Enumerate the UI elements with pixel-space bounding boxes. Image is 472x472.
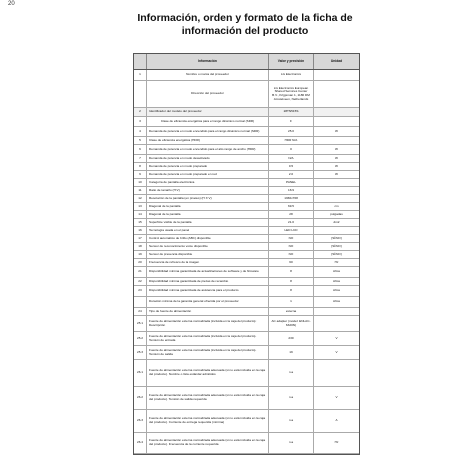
row-value: NO [269, 251, 314, 258]
row-number: 5 [134, 137, 147, 144]
row-description: Demanda de potencia en modo preparado en red [147, 171, 269, 178]
row-description: Fuente de alimentación externa normalizada adecuada (si no está incluida en la caja del producto). Frecuencia de la corriente requerida [147, 433, 269, 453]
row-value: externa [269, 308, 314, 315]
row-unit: [SÍ/NO] [331, 251, 342, 256]
row-unit: dm2 [333, 219, 340, 224]
table-row [134, 243, 359, 251]
row-description: Disponibilidad mínima garantizada de actualizaciones de software y de firmware [147, 267, 269, 277]
row-number: 15 [134, 219, 147, 226]
table-header [134, 54, 359, 70]
row-value: PANEL [269, 179, 314, 186]
row-value: 19 [269, 346, 314, 359]
row-unit: [SÍ/NO] [331, 235, 342, 240]
table-row [134, 387, 359, 410]
row-number: 20 [134, 259, 147, 266]
row-description: Duración mínima de la garantía general ofrecida por el proveedor [147, 297, 269, 307]
table-row [134, 410, 359, 433]
row-value: HDR N/A [269, 137, 314, 144]
product-info-table [133, 53, 360, 455]
header-number [134, 54, 147, 69]
row-description: Disponibilidad mínima garantizada de asistencia para el producto [147, 286, 269, 296]
table-row [134, 346, 359, 360]
row-description: Dirección del proveedor [147, 81, 269, 107]
row-description: Demanda de potencia en modo encendido para el alto rango de ancho (HDR) [147, 145, 269, 154]
row-number [134, 297, 147, 307]
row-description: Identificador del modelo del proveedor [147, 108, 269, 116]
table-row [134, 145, 359, 155]
row-description: Disponibilidad mínima garantizada de piezas de recambio [147, 278, 269, 285]
row-number: 25.3 [134, 346, 147, 359]
row-description: Resolución de la pantalla (en píxeles) (H X V) [147, 195, 269, 202]
row-number [134, 81, 147, 107]
row-number: 13 [134, 203, 147, 210]
row-description: Clase de eficiencia energética para el rango dinámico normal (SDR) [147, 117, 269, 126]
table-row [134, 219, 359, 227]
row-value: 69.5 [269, 203, 314, 210]
row-value: NO [269, 243, 314, 250]
table-row [134, 203, 359, 211]
row-unit: Años [332, 288, 341, 293]
table-row [134, 137, 359, 145]
row-description: Fuente de alimentación externa normalizada (incluida en la caja del producto): Descripción [147, 316, 269, 331]
row-number: 10 [134, 179, 147, 186]
row-value: LED LCD [269, 227, 314, 234]
header-value: Valor y precisión [269, 54, 314, 69]
table-row [134, 171, 359, 179]
row-number: 26.1 [134, 360, 147, 386]
row-unit [314, 195, 359, 202]
row-unit: W [335, 171, 338, 176]
row-number: 4 [134, 127, 147, 136]
header-info: Información [147, 54, 269, 69]
page-title: Información, orden y formato de la ficha de información del producto [137, 12, 353, 37]
row-unit [314, 360, 359, 386]
row-value: 25.0 [269, 127, 314, 136]
row-description: Control automático de brillo (ABC) disponible [147, 235, 269, 242]
row-unit: A [335, 418, 338, 423]
row-unit: W [335, 155, 338, 160]
row-unit: pulgadas [330, 211, 343, 216]
row-value: 16:9 [269, 187, 314, 194]
table-row [134, 81, 359, 108]
row-unit: V [335, 335, 338, 340]
table-row [134, 433, 359, 454]
row-value: 60 [269, 259, 314, 266]
row-value: LG Electronics European Shared Services Center B.V., Krijgsman 1, 1186 DM Amstelveen, Netherlands [269, 81, 314, 107]
row-value: n.a [269, 387, 314, 409]
row-description: Fuente de alimentación externa normalizada adecuada (si no está incluida en la caja del producto). Tensión de salida requerida [147, 387, 269, 409]
row-unit [314, 81, 359, 107]
row-number: 25.2 [134, 332, 147, 345]
row-number: 21 [134, 267, 147, 277]
row-number: 9 [134, 171, 147, 178]
row-unit: V [335, 395, 338, 400]
row-value: 8 [269, 267, 314, 277]
row-number: 25.1 [134, 316, 147, 331]
table-row [134, 278, 359, 286]
row-value: F [269, 117, 314, 126]
row-description: Sensor de presencia disponible [147, 251, 269, 258]
row-unit: Años [332, 269, 341, 274]
row-unit [314, 70, 359, 80]
row-value: 0.5 [269, 163, 314, 170]
table-row [134, 179, 359, 187]
table-row [134, 195, 359, 203]
row-unit [314, 308, 359, 315]
page-number: 20 [8, 1, 15, 7]
row-description: Nombre o marca del proveedor [147, 70, 269, 80]
row-number: 2 [134, 108, 147, 116]
row-unit [314, 179, 359, 186]
row-number: 12 [134, 195, 147, 202]
row-description: Diagonal de la pantalla [147, 211, 269, 218]
row-description: Demanda de potencia en modo encendido para el rango dinámico normal (SDR) [147, 127, 269, 136]
row-description: Diagonal de la pantalla [147, 203, 269, 210]
row-unit [314, 117, 359, 126]
row-value: 230 [269, 332, 314, 345]
table-row [134, 297, 359, 308]
row-value: n.a [269, 410, 314, 432]
row-description: Fuente de alimentación externa normalizada adecuada (si no está incluida en la caja del producto). Nombre o lista estándar admitidos [147, 360, 269, 386]
row-number: 6 [134, 145, 147, 154]
row-number: 26.4 [134, 433, 147, 453]
table-row [134, 251, 359, 259]
row-value: N/A [269, 155, 314, 162]
table-row [134, 127, 359, 137]
row-description: Fuente de alimentación externa normalizada (incluida en la caja del producto). Tensión de salida [147, 346, 269, 359]
row-number: 23 [134, 286, 147, 296]
row-value: n.a [269, 433, 314, 453]
header-unit: Unidad [330, 58, 343, 63]
table-row [134, 286, 359, 297]
table-row [134, 117, 359, 127]
row-unit [314, 227, 359, 234]
row-number: 3 [134, 117, 147, 126]
row-number: 1 [134, 70, 147, 80]
row-unit [314, 108, 359, 116]
row-unit: W [335, 128, 338, 133]
row-unit: [SÍ/NO] [331, 243, 342, 248]
row-description: Categoría de pantalla electrónica [147, 179, 269, 186]
row-value: 1 [269, 297, 314, 307]
row-value: LG Electronics [269, 70, 314, 80]
row-number: 8 [134, 163, 147, 170]
row-value: AC adapter (model: ENLAC-6320N) [269, 316, 314, 331]
row-number: 7 [134, 155, 147, 162]
table-row [134, 267, 359, 278]
row-value: 28TN515S [269, 108, 314, 116]
row-unit [314, 137, 359, 144]
table-row [134, 108, 359, 117]
row-description: Fuente de alimentación externa normalizada (incluida en la caja del producto). Tensión de entrada [147, 332, 269, 345]
row-unit: W [335, 146, 338, 151]
table-row [134, 70, 359, 81]
table-row [134, 332, 359, 346]
row-number: 17 [134, 235, 147, 242]
row-number: 22 [134, 278, 147, 285]
row-value: 2.0 [269, 171, 314, 178]
row-unit [314, 187, 359, 194]
table-row [134, 163, 359, 171]
table-row [134, 155, 359, 163]
table-row [134, 316, 359, 332]
row-number: 11 [134, 187, 147, 194]
row-unit: cm [334, 203, 339, 208]
row-unit: Hz [334, 259, 339, 264]
row-number: 26.3 [134, 410, 147, 432]
row-value: 0 [269, 145, 314, 154]
table-row [134, 187, 359, 195]
row-value: n.a [269, 360, 314, 386]
row-value: 21.0 [269, 219, 314, 226]
row-value: 8 [269, 278, 314, 285]
row-number: 26.2 [134, 387, 147, 409]
row-value: 28 [269, 211, 314, 218]
row-number: 14 [134, 211, 147, 218]
row-description: Frecuencia de refresco de la imagen [147, 259, 269, 266]
row-unit: Años [332, 299, 341, 304]
row-description: Tipo de fuente de alimentación [147, 308, 269, 315]
row-description: Superficie visible de la pantalla [147, 219, 269, 226]
row-unit: W [335, 163, 338, 168]
row-value: NO [269, 235, 314, 242]
table-row [134, 235, 359, 243]
row-number: 19 [134, 251, 147, 258]
row-description: Sensor de reconocimiento voice disponible [147, 243, 269, 250]
row-value: 1366x768 [269, 195, 314, 202]
table-row [134, 227, 359, 235]
row-value: 8 [269, 286, 314, 296]
row-unit: Años [332, 278, 341, 283]
table-row [134, 360, 359, 387]
row-unit: Hz [334, 440, 339, 445]
row-description: Clase de eficiencia energética (HDR) [147, 137, 269, 144]
row-description: Demanda de potencia en modo desactivado [147, 155, 269, 162]
row-number: 24 [134, 308, 147, 315]
row-number: 18 [134, 243, 147, 250]
row-description: Demanda de potencia en modo preparado [147, 163, 269, 170]
row-description: Fuente de alimentación externa normalizada adecuada (si no está incluida en la caja del producto). Corriente de entrega requerida (mínima) [147, 410, 269, 432]
row-unit [314, 316, 359, 331]
row-description: Tecnología usada en el panel [147, 227, 269, 234]
row-description: Ratio de tamaño (H:V) [147, 187, 269, 194]
table-row [134, 308, 359, 316]
table-body [134, 70, 359, 454]
table-row [134, 259, 359, 267]
row-unit: V [335, 349, 338, 354]
row-number: 16 [134, 227, 147, 234]
table-row [134, 211, 359, 219]
